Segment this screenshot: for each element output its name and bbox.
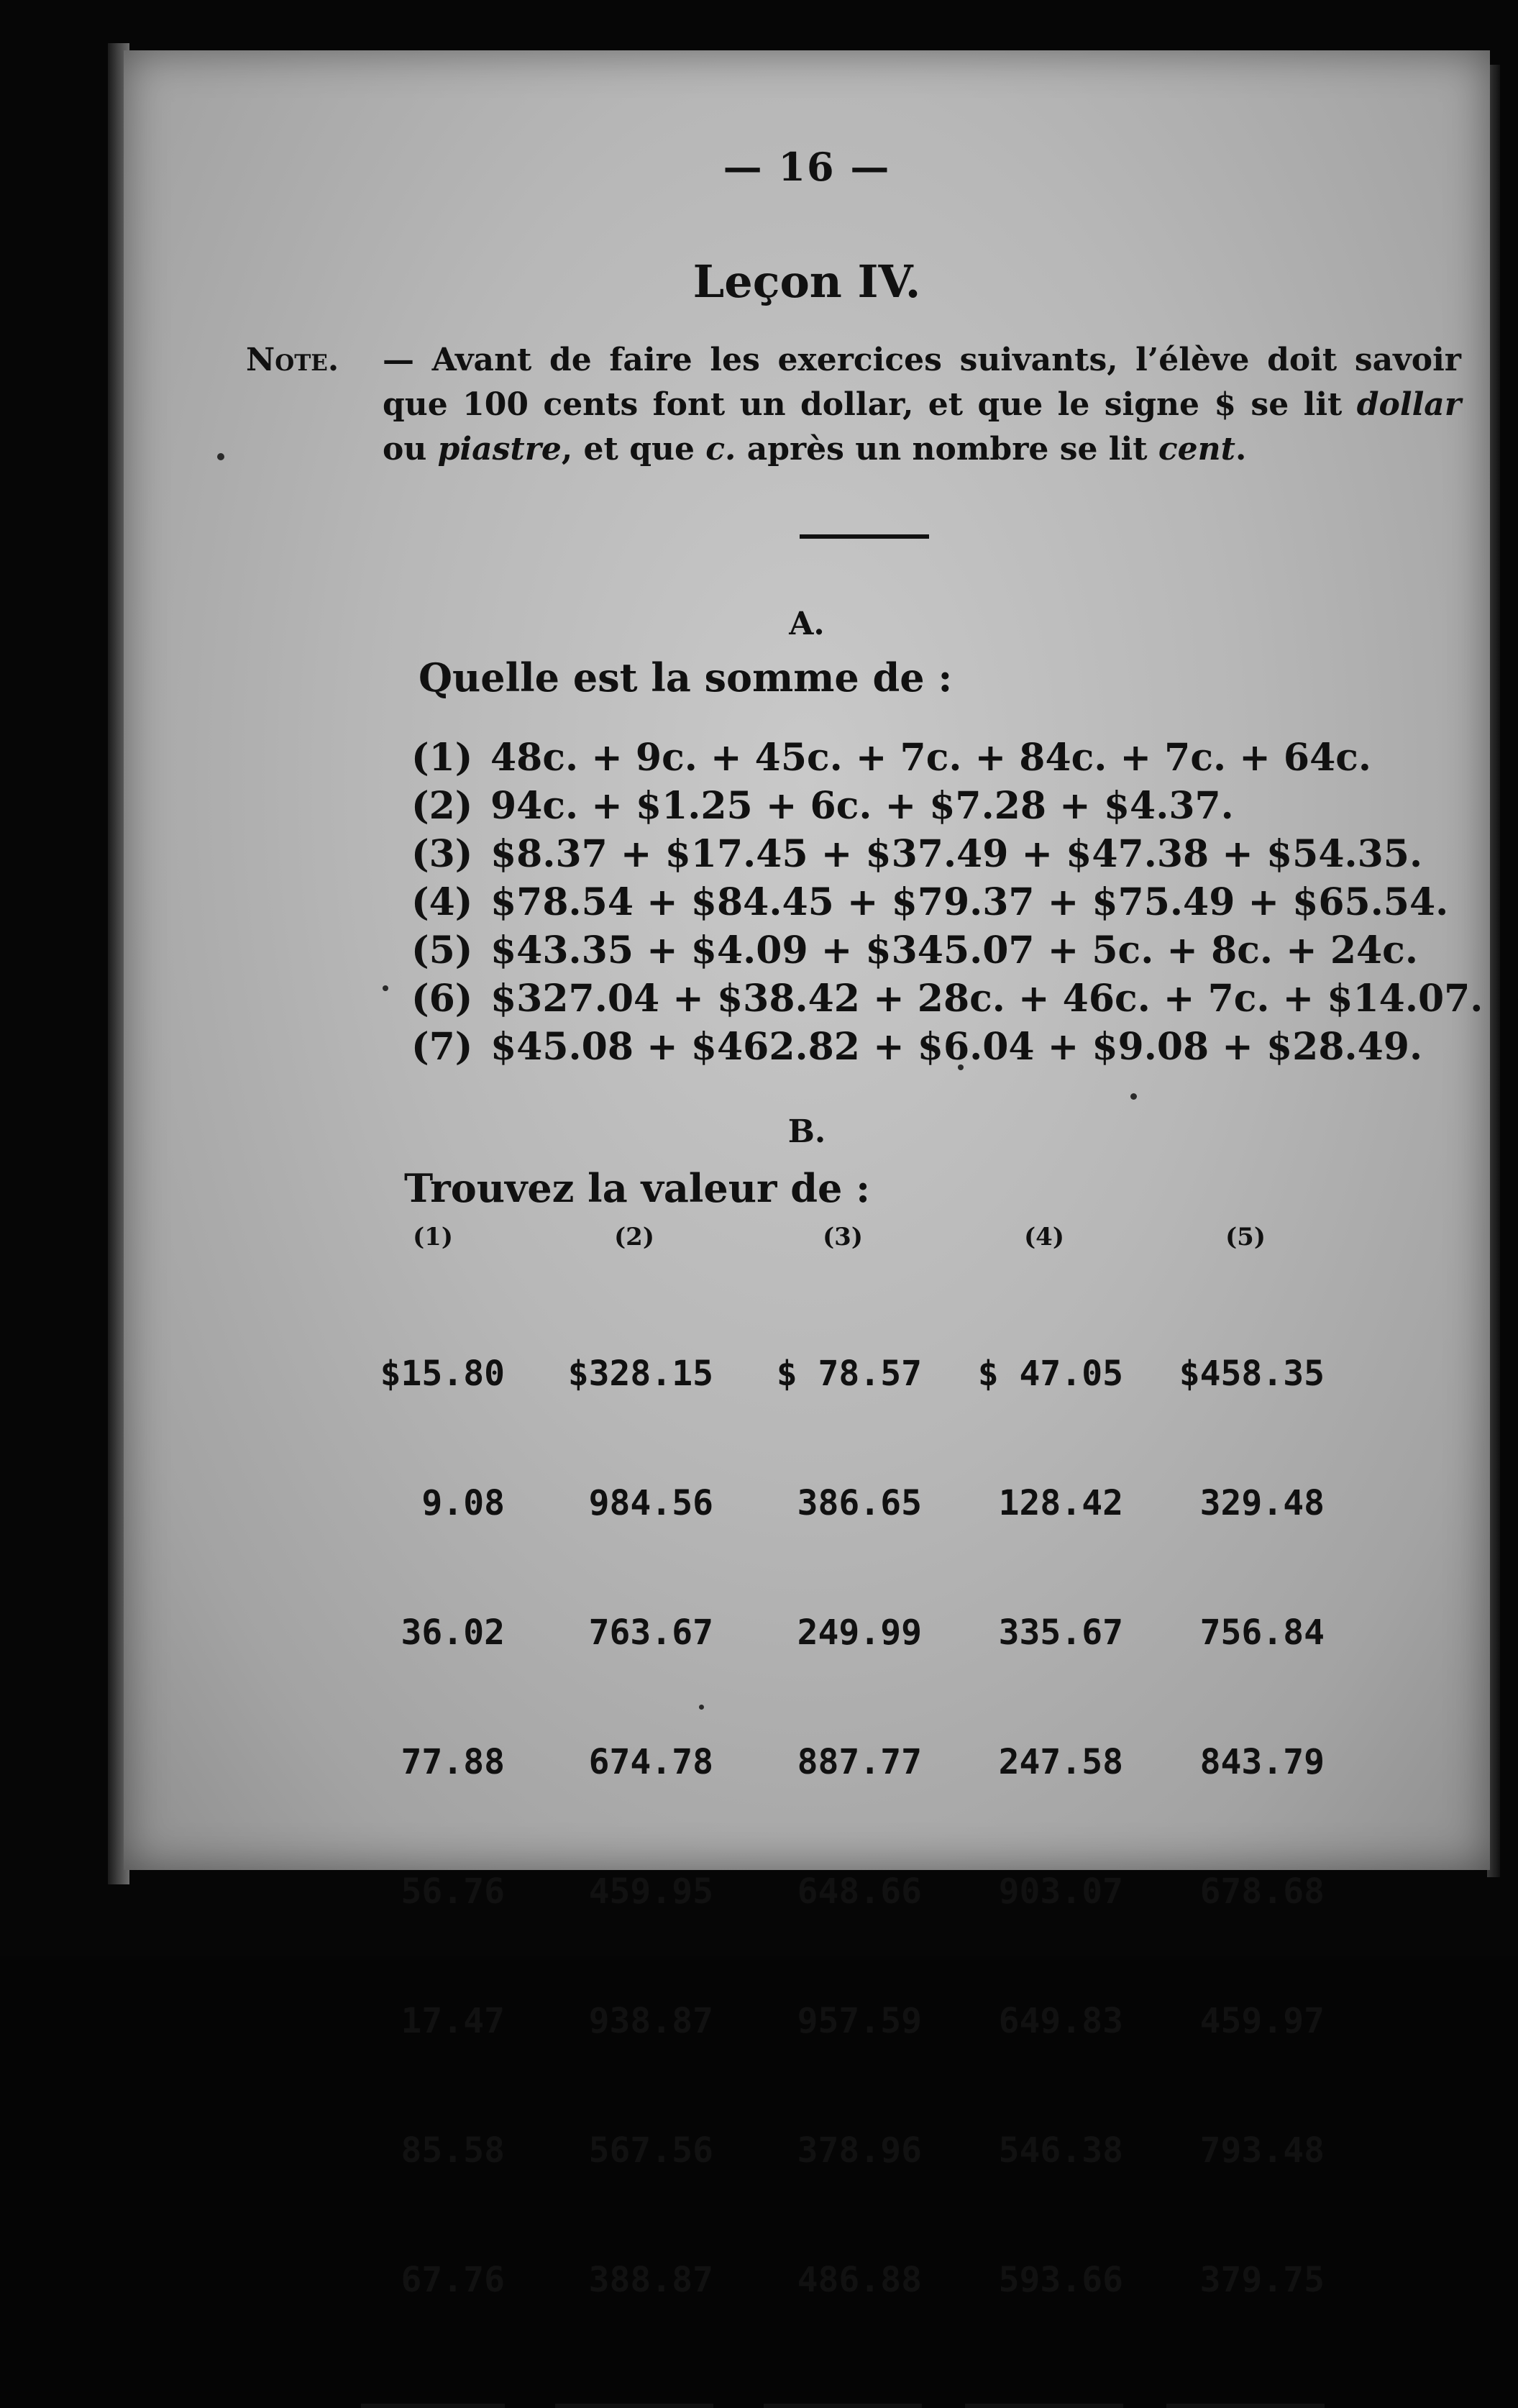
column-value: 678.68	[1199, 1871, 1325, 1912]
column-value: 793.48	[1199, 2130, 1325, 2171]
column-value: 459.95	[588, 1871, 713, 1912]
note-c-word: c.	[705, 431, 736, 468]
column-value: $458.35	[1179, 1354, 1325, 1394]
column-number: (2)	[614, 1223, 654, 1251]
sum-rule	[965, 2404, 1123, 2408]
exercise-row	[411, 830, 1483, 878]
note-text: — Avant de faire les exercices suivants, l’élève doit savoir que 100 cents font un dollar, et que le signe $ se lit	[383, 342, 1461, 423]
column-value: 128.42	[998, 1483, 1123, 1523]
sum-rule	[361, 2404, 505, 2408]
column-value: 85.58	[401, 2130, 505, 2171]
column-value: $328.15	[567, 1354, 713, 1394]
sum-rule	[555, 2404, 713, 2408]
column-number: (5)	[1225, 1223, 1266, 1251]
note-paragraph	[246, 338, 1461, 472]
exercise-row	[411, 878, 1483, 926]
exercise-expression: $45.08 + $462.82 + $6.04 + $9.08 + $28.49.	[490, 1025, 1423, 1069]
column-value: 386.65	[797, 1483, 922, 1523]
note-piastre-word: piastre	[437, 431, 562, 468]
exercise-row	[411, 926, 1483, 975]
section-a-letter: A.	[789, 606, 825, 642]
addition-column	[361, 1223, 505, 2408]
exercise-expression: 94c. + $1.25 + 6c. + $7.28 + $4.37.	[490, 784, 1234, 828]
column-value: 459.97	[1199, 2001, 1325, 2041]
addition-column	[965, 1223, 1123, 2408]
scan-speck	[217, 453, 224, 460]
column-value: 56.76	[401, 1871, 505, 1912]
column-value: 649.83	[998, 2001, 1123, 2041]
column-value: 674.78	[588, 1742, 713, 1782]
column-values	[361, 1266, 505, 2388]
exercise-row	[411, 734, 1483, 782]
section-b-prompt: Trouvez la valeur de :	[404, 1165, 871, 1211]
column-value: 567.56	[588, 2130, 713, 2171]
column-values	[1166, 1266, 1325, 2388]
exercise-list	[411, 734, 1483, 1071]
addition-columns	[361, 1223, 1432, 2300]
column-number: (3)	[823, 1223, 863, 1251]
exercise-number: (6)	[411, 977, 473, 1021]
column-value: 388.87	[588, 2260, 713, 2300]
column-values	[555, 1266, 713, 2388]
note-text: ou	[383, 431, 438, 468]
column-value: 335.67	[998, 1613, 1123, 1653]
exercise-expression: $78.54 + $84.45 + $79.37 + $75.49 + $65.54.	[490, 880, 1449, 924]
scan-speck	[383, 985, 388, 991]
column-value: 763.67	[588, 1613, 713, 1653]
note-dollar-word: dollar	[1356, 386, 1461, 423]
column-value: $ 78.57	[776, 1354, 922, 1394]
exercise-row	[411, 782, 1483, 830]
exercise-number: (4)	[411, 880, 473, 924]
exercise-number: (5)	[411, 929, 473, 972]
exercise-row	[411, 1023, 1483, 1071]
section-b-letter: B.	[787, 1113, 826, 1150]
column-value: 36.02	[401, 1613, 505, 1653]
column-value: 9.08	[421, 1483, 505, 1523]
column-value: 329.48	[1199, 1483, 1325, 1523]
section-a-prompt: Quelle est la somme de :	[419, 655, 953, 701]
column-value: 77.88	[401, 1742, 505, 1782]
exercise-number: (1)	[411, 736, 473, 780]
column-values	[965, 1266, 1123, 2388]
exercise-expression: $43.35 + $4.09 + $345.07 + 5c. + 8c. + 24c.	[490, 929, 1418, 972]
column-value: 903.07	[998, 1871, 1123, 1912]
column-value: 887.77	[797, 1742, 922, 1782]
exercise-number: (7)	[411, 1025, 473, 1069]
addition-column	[1166, 1223, 1325, 2408]
column-value: 67.76	[401, 2260, 505, 2300]
note-text: , et que	[561, 431, 706, 468]
exercise-expression: $327.04 + $38.42 + 28c. + 46c. + 7c. + $14.07.	[490, 977, 1483, 1021]
book-page	[124, 50, 1490, 2300]
lesson-title: Leçon IV.	[692, 255, 921, 308]
column-value: 379.75	[1199, 2260, 1325, 2300]
note-cent-word: cent	[1158, 431, 1235, 468]
column-value: 756.84	[1199, 1613, 1325, 1653]
column-value: 984.56	[588, 1483, 713, 1523]
note-text: après un nombre se lit	[736, 431, 1158, 468]
column-number: (1)	[413, 1223, 453, 1251]
column-value: 249.99	[797, 1613, 922, 1653]
exercise-number: (2)	[411, 784, 473, 828]
column-value: 378.96	[797, 2130, 922, 2171]
column-values	[764, 1266, 922, 2388]
column-value: 486.88	[797, 2260, 922, 2300]
column-value: 648.66	[797, 1871, 922, 1912]
column-value: 938.87	[588, 2001, 713, 2041]
exercise-expression: 48c. + 9c. + 45c. + 7c. + 84c. + 7c. + 64c.	[490, 736, 1372, 780]
column-number: (4)	[1024, 1223, 1064, 1251]
exercise-expression: $8.37 + $17.45 + $37.49 + $47.38 + $54.35.	[490, 832, 1423, 876]
exercise-row	[411, 975, 1483, 1023]
column-value: 17.47	[401, 2001, 505, 2041]
column-value: 546.38	[998, 2130, 1123, 2171]
addition-column	[764, 1223, 922, 2408]
addition-column	[555, 1223, 713, 2408]
exercise-number: (3)	[411, 832, 473, 876]
column-value: 957.59	[797, 2001, 922, 2041]
sum-rule	[764, 2404, 922, 2408]
column-value: $ 47.05	[977, 1354, 1123, 1394]
page-number: — 16 —	[723, 144, 891, 190]
scan-speck	[1130, 1093, 1137, 1100]
note-text: .	[1235, 431, 1247, 468]
section-divider	[800, 534, 929, 539]
column-value: $15.80	[380, 1354, 505, 1394]
column-value: 593.66	[998, 2260, 1123, 2300]
sum-rule	[1166, 2404, 1325, 2408]
column-value: 247.58	[998, 1742, 1123, 1782]
column-value: 843.79	[1199, 1742, 1325, 1782]
note-label: Note.	[246, 342, 339, 378]
